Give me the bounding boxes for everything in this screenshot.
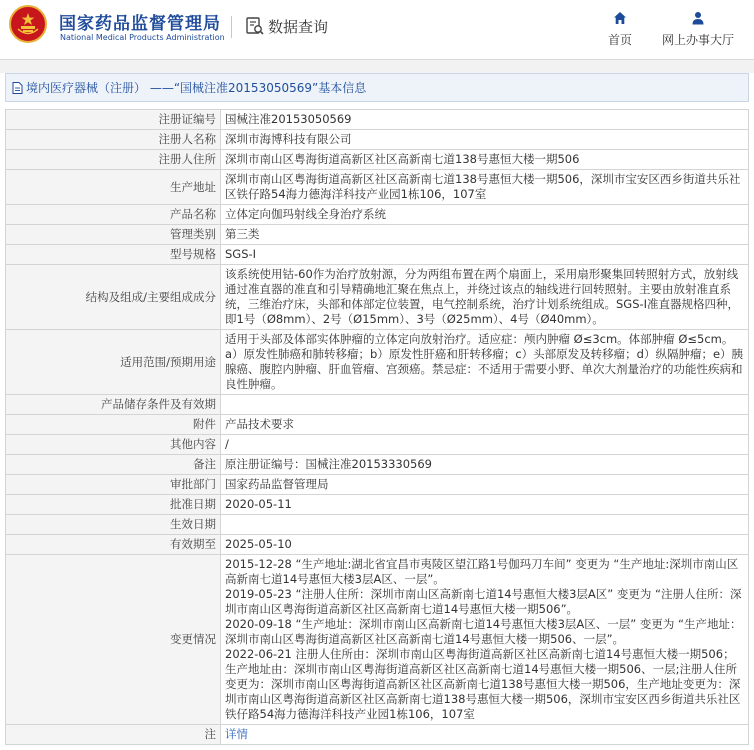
field-label: 适用范围/预期用途 [6, 330, 221, 395]
table-row [6, 150, 749, 170]
details-link[interactable]: 详情 [225, 727, 248, 741]
document-icon [12, 82, 23, 94]
header-divider [231, 16, 232, 38]
detail-table [5, 109, 749, 745]
field-value: 适用于头部及体部实体肿瘤的立体定向放射治疗。适应症：颅内肿瘤 Ø≤3cm。体部肿瘤 Ø≤5cm。a）原发性肺癌和肺转移瘤；b）原发性肝癌和肝转移瘤；c）头部原发及转移瘤；d）纵隔肿瘤；e）胰腺癌、腹腔内肿瘤、肝血管瘤、宫颈癌。禁忌症：不适用于需要小野、单次大剂量治疗的功能性疾病和良性肿瘤。 [221, 330, 749, 395]
field-value: 国械注准20153050569 [221, 110, 749, 130]
field-label: 变更情况 [6, 555, 221, 725]
table-row [6, 130, 749, 150]
table-row [6, 205, 749, 225]
field-label: 注册证编号 [6, 110, 221, 130]
field-value: 深圳市南山区粤海街道高新区社区高新南七道138号惠恒大楼一期506 [221, 150, 749, 170]
breadcrumb [5, 73, 749, 102]
field-label: 生产地址 [6, 170, 221, 205]
data-query-link[interactable] [245, 14, 328, 38]
table-row-note [6, 725, 749, 745]
detail-table-body [6, 110, 749, 745]
nav-online-office[interactable] [656, 8, 740, 48]
field-value: 2020-05-11 [221, 495, 749, 515]
table-row [6, 265, 749, 330]
field-value: 立体定向伽玛射线全身治疗系统 [221, 205, 749, 225]
field-label: 管理类别 [6, 225, 221, 245]
table-row [6, 435, 749, 455]
field-label: 型号规格 [6, 245, 221, 265]
field-value: 深圳市南山区粤海街道高新区社区高新南七道138号惠恒大楼一期506，深圳市宝安区西乡街道共乐社区铁仔路54海力德海洋科技产业园1栋106，107室 [221, 170, 749, 205]
field-label: 有效期至 [6, 535, 221, 555]
table-row [6, 475, 749, 495]
field-label: 注册人名称 [6, 130, 221, 150]
breadcrumb-text: 境内医疗器械（注册） ——“国械注准20153050569”基本信息 [26, 81, 367, 95]
site-header [0, 0, 754, 60]
field-label: 产品名称 [6, 205, 221, 225]
nav-online-office-label: 网上办事大厅 [661, 33, 734, 47]
table-row [6, 495, 749, 515]
table-row [6, 170, 749, 205]
table-row [6, 110, 749, 130]
org-name-cn[interactable]: 国家药品监督管理局 [59, 14, 221, 34]
table-row [6, 555, 749, 725]
field-value: / [221, 435, 749, 455]
field-value: 原注册证编号：国械注准20153330569 [221, 455, 749, 475]
nav-home[interactable] [600, 8, 640, 48]
table-row [6, 515, 749, 535]
field-label: 审批部门 [6, 475, 221, 495]
nav-home-label: 首页 [607, 33, 632, 47]
field-label: 注册人住所 [6, 150, 221, 170]
table-row [6, 535, 749, 555]
national-emblem-logo [9, 5, 47, 43]
table-row [6, 225, 749, 245]
field-value: 该系统使用钴-60作为治疗放射源，分为两组布置在两个扇面上，采用扇形聚集回转照射方式，放射线通过准直器的准直和引导精确地汇聚在焦点上，并绕过该点的轴线进行回转照射。主要由放射准直系统，三维治疗床，头部和体部定位装置，电气控制系统，治疗计划系统组成。SGS-I准直器规格四种，即1号（Ø8mm）、2号（Ø15mm）、3号（Ø25mm）、4号（Ø40mm）。 [221, 265, 749, 330]
field-value: SGS-I [221, 245, 749, 265]
data-query-icon [245, 16, 265, 36]
field-label: 生效日期 [6, 515, 221, 535]
home-icon [613, 11, 627, 25]
field-label: 其他内容 [6, 435, 221, 455]
table-row [6, 415, 749, 435]
field-label: 批准日期 [6, 495, 221, 515]
user-icon [691, 11, 705, 25]
table-row [6, 395, 749, 415]
table-row [6, 245, 749, 265]
field-value: 2025-05-10 [221, 535, 749, 555]
page-gap [0, 60, 754, 73]
org-name-en: National Medical Products Administration [60, 33, 225, 42]
table-row [6, 330, 749, 395]
data-query-label: 数据查询 [268, 17, 329, 36]
field-value: 深圳市海博科技有限公司 [221, 130, 749, 150]
field-value: 国家药品监督管理局 [221, 475, 749, 495]
field-value [221, 515, 749, 535]
field-label: 备注 [6, 455, 221, 475]
field-label: 结构及组成/主要组成成分 [6, 265, 221, 330]
field-value: 第三类 [221, 225, 749, 245]
field-label: 附件 [6, 415, 221, 435]
field-value [221, 395, 749, 415]
note-label: 注 [6, 725, 221, 745]
note-value [221, 725, 749, 745]
field-value: 2015-12-28 “生产地址:湖北省宜昌市夷陵区望江路1号伽玛刀车间” 变更为 “生产地址:深圳市南山区高新南七道14号惠恒大楼3层A区、一层”。 2019-05-23 “注册人住所：深圳市南山区高新南七道14号惠恒大楼3层A区” 变更为 “注册人住所：深圳市南山区粤海街道高新区社区高新南七道14号惠恒大楼一期506”。 2020-09-18 “生产地址：深圳市南山区高新南七道14号惠恒大楼3层A区、一层” 变更为 “生产地址：深圳市南山区粤海街道高新区社区高新南七道14号惠恒大楼一期506、一层”。 2022-06-21 注册人住所由：深圳市南山区粤海街道高新区社区高新南七道14号惠恒大楼一期506；生产地址由：深圳市南山区粤海街道高新区社区高新南七道14号惠恒大楼一期506、一层;注册人住所变更为：深圳市南山区粤海街道高新区社区高新南七道138号惠恒大楼一期506，生产地址变更为：深圳市南山区粤海街道高新区社区高新南七道138号惠恒大楼一期506，深圳市宝安区西乡街道共乐社区铁仔路54海力德海洋科技产业园1栋106，107室 [221, 555, 749, 725]
table-row [6, 455, 749, 475]
field-label: 产品储存条件及有效期 [6, 395, 221, 415]
field-value: 产品技术要求 [221, 415, 749, 435]
